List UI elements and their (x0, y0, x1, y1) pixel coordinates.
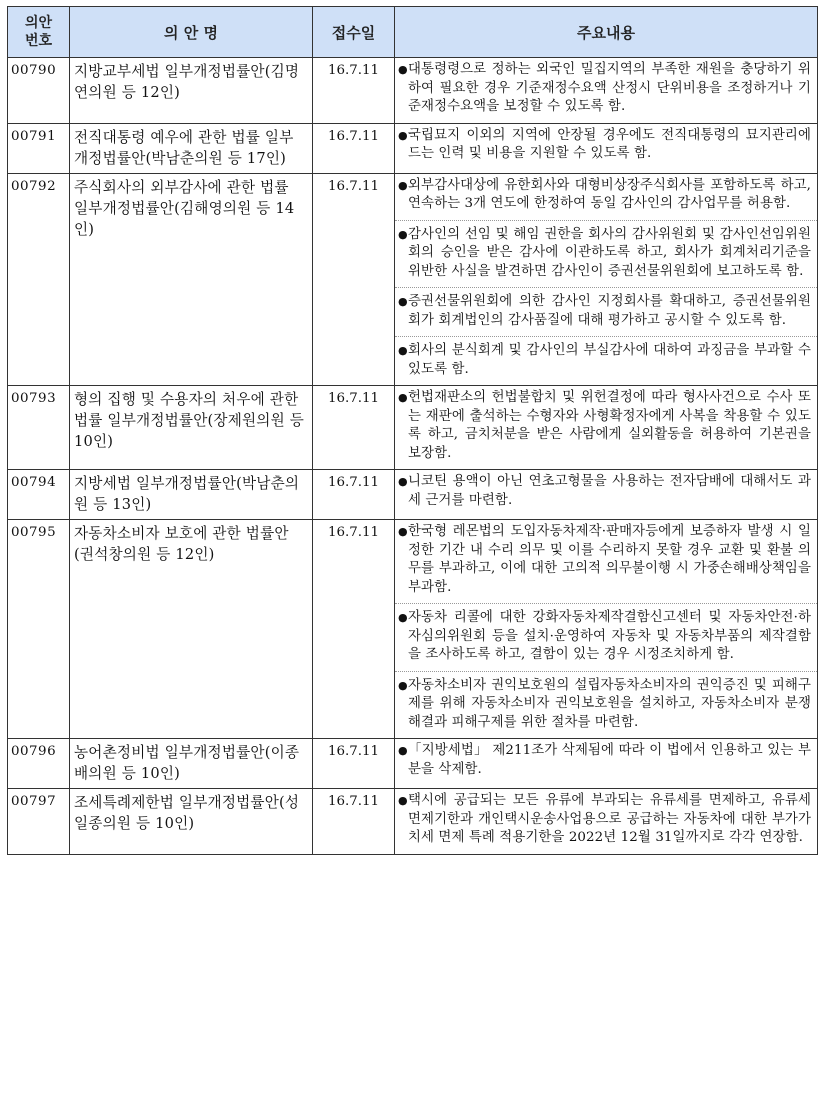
received-date: 16.7.11 (313, 386, 395, 470)
content-point (395, 739, 817, 785)
bill-table-body (8, 58, 818, 855)
bullet-icon: ● (398, 63, 408, 76)
received-date: 16.7.11 (313, 789, 395, 855)
content-point (395, 603, 817, 671)
content-point-text: 한국형 레몬법의 도입자동차제작·판매자등에게 보증하자 발생 시 일정한 기간 내 수리 의무 및 이를 수리하지 못할 경우 교환 및 환불 의무를 부과하고, 이에 대한 고의적 의무불이행 시 가중손해배상책임을 부과함. (408, 524, 811, 595)
bullet-icon: ● (398, 744, 408, 757)
content-point-text: 대통령령으로 정하는 외국인 밀집지역의 부족한 재원을 충당하기 위하여 필요한 경우 기준재정수요액 산정시 단위비용을 조정하거나 기준재정수요액을 보정할 수 있도록 함. (408, 62, 811, 114)
content-point (395, 520, 817, 603)
bullet-icon: ● (398, 678, 408, 692)
bill-name: 형의 집행 및 수용자의 처우에 관한 법률 일부개정법률안(장제원의원 등 10인) (70, 386, 313, 470)
bill-number: 00791 (8, 123, 70, 173)
received-date: 16.7.11 (313, 470, 395, 520)
bill-number: 00796 (8, 739, 70, 789)
content-point (395, 336, 817, 385)
bill-name: 지방교부세법 일부개정법률안(김명연의원 등 12인) (70, 58, 313, 124)
received-date: 16.7.11 (313, 739, 395, 789)
main-content (395, 58, 818, 124)
bill-name: 주식회사의 외부감사에 관한 법률 일부개정법률안(김해영의원 등 14인) (70, 173, 313, 386)
received-date: 16.7.11 (313, 520, 395, 739)
bullet-icon: ● (398, 611, 408, 624)
bill-name: 지방세법 일부개정법률안(박남춘의원 등 13인) (70, 470, 313, 520)
content-point-text: 감사인의 선임 및 해임 권한을 회사의 감사위원회 및 감사인선임위원회의 승인을 받은 감사에 이관하도록 하고, 회사가 회계처리기준을 위반한 사실을 발견하면 감사인이 증권선물위원회에 보고하도록 함. (408, 226, 811, 279)
main-content (395, 470, 818, 520)
bullet-icon: ● (398, 295, 408, 308)
content-point-text: 택시에 공급되는 모든 유류에 부과되는 유류세를 면제하고, 유류세 면제기한과 개인택시운송사업용으로 공급하는 자동차에 대한 부가가치세 면제 특례 적용기한을 2022년 12월 31일까지로 각각 연장함. (408, 793, 811, 845)
bill-number: 00790 (8, 58, 70, 124)
content-point-text: 자동차 리콜에 대한 강화자동차제작결함신고센터 및 자동차안전·하자심의위원회 등을 설치·운영하여 자동차 및 자동차부품의 제작결함을 조사하도록 하고, 결함이 있는 경우 시정조치하게 함. (408, 610, 811, 662)
table-row (8, 173, 818, 386)
main-content (395, 739, 818, 789)
bullet-icon: ● (398, 128, 408, 142)
main-content (395, 173, 818, 386)
content-point (395, 789, 817, 854)
bullet-icon: ● (398, 344, 408, 357)
header-bill-number-line1: 의안 (24, 15, 53, 31)
header-bill-number (8, 7, 70, 58)
header-received-date: 접수일 (313, 7, 395, 58)
table-header-row (8, 7, 818, 58)
main-content (395, 520, 818, 739)
content-point-text: 자동차소비자 권익보호원의 설립자동차소비자의 권익증진 및 피해구제를 위해 자동차소비자 권익보호원을 설치하고, 자동차소비자 분쟁해결과 피해구제를 위한 절차를 마련함. (408, 677, 811, 730)
bill-name: 조세특례제한법 일부개정법률안(성일종의원 등 10인) (70, 789, 313, 855)
table-row (8, 739, 818, 789)
bill-number: 00792 (8, 173, 70, 386)
received-date: 16.7.11 (313, 58, 395, 124)
content-point (395, 124, 817, 170)
content-point (395, 58, 817, 123)
content-point (395, 386, 817, 469)
content-point (395, 174, 817, 220)
table-row (8, 123, 818, 173)
bill-table (7, 6, 818, 855)
bill-number: 00795 (8, 520, 70, 739)
header-bill-number-line2: 번호 (24, 33, 53, 49)
content-point (395, 287, 817, 336)
table-row (8, 58, 818, 124)
content-point-text: 증권선물위원회에 의한 감사인 지정회사를 확대하고, 증권선물위원회가 회계법인의 감사품질에 대해 평가하고 공시할 수 있도록 함. (408, 294, 811, 328)
received-date: 16.7.11 (313, 123, 395, 173)
bill-name: 전직대통령 예우에 관한 법률 일부개정법률안(박남춘의원 등 17인) (70, 123, 313, 173)
header-main-content: 주요내용 (395, 7, 818, 58)
received-date: 16.7.11 (313, 173, 395, 386)
content-point-text: 헌법재판소의 헌법불합치 및 위헌결정에 따라 형사사건으로 수사 또는 재판에 출석하는 수형자와 사형확정자에게 사복을 착용할 수 있도록 하고, 금치처분을 받은 사람에게 실외활동을 허용하여 기본권을 보장함. (408, 390, 811, 461)
bullet-icon: ● (398, 227, 408, 241)
content-point (395, 470, 817, 516)
table-row (8, 789, 818, 855)
content-point-text: 「지방세법」 제211조가 삭제됨에 따라 이 법에서 인용하고 있는 부분을 삭제함. (408, 743, 811, 777)
table-row (8, 470, 818, 520)
content-point (395, 671, 817, 739)
main-content (395, 386, 818, 470)
bill-table-wrapper (7, 6, 817, 855)
bill-name: 농어촌정비법 일부개정법률안(이종배의원 등 10인) (70, 739, 313, 789)
bullet-icon: ● (398, 475, 408, 488)
content-point-text: 니코틴 용액이 아닌 연초고형물을 사용하는 전자담배에 대해서도 과세 근거를 마련함. (408, 474, 811, 508)
bullet-icon: ● (398, 794, 408, 807)
table-row (8, 520, 818, 739)
bullet-icon: ● (398, 391, 408, 404)
content-point-text: 외부감사대상에 유한회사와 대형비상장주식회사를 포함하도록 하고, 연속하는 3개 연도에 한정하여 동일 감사인의 감사업무를 허용함. (408, 177, 811, 211)
content-point-text: 국립묘지 이외의 지역에 안장될 경우에도 전직대통령의 묘지관리에 드는 인력 및 비용을 지원할 수 있도록 함. (408, 127, 811, 161)
header-bill-name: 의 안 명 (70, 7, 313, 58)
bill-name: 자동차소비자 보호에 관한 법률안(권석창의원 등 12인) (70, 520, 313, 739)
main-content (395, 789, 818, 855)
bill-number: 00793 (8, 386, 70, 470)
bullet-icon: ● (398, 178, 408, 192)
bullet-icon: ● (398, 525, 408, 538)
bill-number: 00797 (8, 789, 70, 855)
main-content (395, 123, 818, 173)
content-point (395, 220, 817, 288)
bill-number: 00794 (8, 470, 70, 520)
content-point-text: 회사의 분식회계 및 감사인의 부실감사에 대하여 과징금을 부과할 수 있도록 함. (408, 343, 811, 377)
table-row (8, 386, 818, 470)
